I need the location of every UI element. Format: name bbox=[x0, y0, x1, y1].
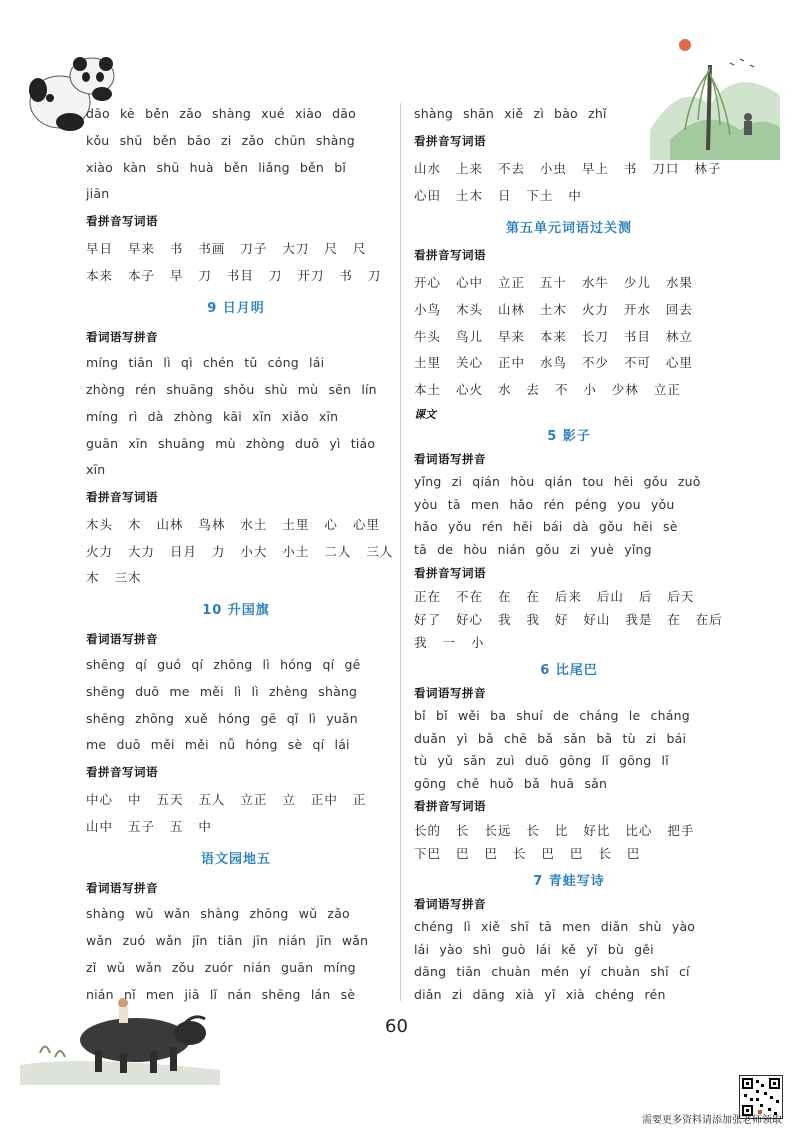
section-title: 5 影子 bbox=[547, 429, 591, 444]
section-title: 9 日月明 bbox=[207, 301, 265, 316]
subheading: 看拼音写词语 bbox=[414, 799, 486, 813]
panda-illustration bbox=[20, 50, 125, 140]
pinyin-line: chéng lì xiě shī tā men diǎn shù yào bbox=[414, 919, 696, 934]
pinyin-line: tù yǔ sǎn zuì duō gōng lǐ gōng lǐ bbox=[414, 753, 669, 768]
pinyin-line: míng tiān lì qì chén tǔ cóng lái bbox=[86, 355, 325, 370]
word-line: 木头 木 山林 鸟林 水土 土里 心 心里 bbox=[86, 517, 380, 532]
word-line: 早日 早来 书 书画 刀子 大刀 尺 尺 bbox=[86, 241, 367, 256]
word-line: 木 三木 bbox=[86, 570, 142, 585]
subheading: 看拼音写词语 bbox=[414, 134, 486, 148]
word-line: 心田 土木 日 下土 中 bbox=[414, 188, 582, 203]
pinyin-line: tā de hòu nián gǒu zi yuè yǐng bbox=[414, 542, 652, 557]
pinyin-line: wǎn zuó wǎn jīn tiān jīn nián jīn wǎn bbox=[86, 933, 369, 948]
kewen-label: 课文 bbox=[414, 408, 436, 421]
word-line: 正在 不在 在 在 后来 后山 后 后天 bbox=[414, 589, 695, 604]
pinyin-line: hǎo yǒu rén hēi bái dà gǒu hēi sè bbox=[414, 519, 678, 534]
word-line: 长的 长 长远 长 比 好比 比心 把手 bbox=[414, 823, 695, 838]
pinyin-line: shēng duō me měi lì lì zhèng shàng bbox=[86, 684, 358, 699]
subheading: 看词语写拼音 bbox=[86, 330, 158, 344]
pinyin-line: zǐ wǔ wǎn zǒu zuór nián guān míng bbox=[86, 960, 356, 975]
pinyin-line: shàng shān xiě zì bào zhǐ bbox=[414, 106, 607, 121]
word-line: 土里 关心 正中 水鸟 不少 不可 心里 bbox=[414, 355, 693, 370]
pinyin-line: bǐ bǐ wěi ba shuí de cháng le cháng bbox=[414, 708, 690, 723]
pinyin-line: kǒu shū běn bāo zi zǎo chūn shàng bbox=[86, 133, 355, 148]
section-title: 第五单元词语过关测 bbox=[505, 221, 632, 236]
pinyin-line: guān xīn shuāng mù zhòng duō yì tiáo bbox=[86, 436, 376, 451]
subheading: 看词语写拼音 bbox=[414, 686, 486, 700]
pinyin-line: xīn bbox=[86, 462, 106, 477]
pinyin-line: jiān bbox=[86, 186, 110, 201]
section-title: 语文园地五 bbox=[200, 852, 271, 867]
word-line: 山水 上来 不去 小虫 早上 书 刀口 林子 bbox=[414, 161, 722, 176]
section-title: 6 比尾巴 bbox=[540, 663, 598, 678]
subheading: 看拼音写词语 bbox=[414, 248, 486, 262]
pinyin-line: duǎn yì bǎ chē bǎ sǎn bǎ tù zi bái bbox=[414, 731, 687, 746]
pinyin-line: diǎn zi dāng xià yǐ xià chéng rén bbox=[414, 987, 666, 1002]
subheading: 看拼音写词语 bbox=[86, 765, 158, 779]
word-line: 本土 心火 水 去 不 小 少林 立正 bbox=[414, 382, 681, 397]
word-line: 开心 心中 立正 五十 水牛 少儿 水果 bbox=[414, 275, 693, 290]
pinyin-line: lái yào shì guò lái kě yǐ bù gěi bbox=[414, 942, 654, 957]
pinyin-line: yǐng zi qián hòu qián tou hēi gǒu zuǒ bbox=[414, 474, 701, 489]
subheading: 看词语写拼音 bbox=[86, 881, 158, 895]
pinyin-line: gōng chē huǒ bǎ huā sǎn bbox=[414, 776, 608, 791]
pinyin-line: nián nǐ men jiā lǐ nán shēng lán sè bbox=[86, 987, 356, 1002]
pinyin-line: míng rì dà zhòng kāi xīn xiǎo xīn bbox=[86, 409, 339, 424]
word-line: 中心 中 五天 五人 立正 立 正中 正 bbox=[86, 792, 367, 807]
word-line: 火力 大力 日月 力 小大 小土 二人 三人 bbox=[86, 544, 394, 559]
word-line: 本来 本子 早 刀 书目 刀 开刀 书 刀 bbox=[86, 268, 382, 283]
subheading: 看拼音写词语 bbox=[86, 214, 158, 228]
word-line: 山中 五子 五 中 bbox=[86, 819, 212, 834]
column-divider bbox=[400, 103, 401, 1001]
pinyin-line: me duō měi měi nǚ hóng sè qí lái bbox=[86, 737, 350, 752]
subheading: 看拼音写词语 bbox=[414, 566, 486, 580]
word-line: 我 一 小 bbox=[414, 635, 485, 650]
landscape-illustration bbox=[650, 35, 780, 160]
pinyin-line: shēng zhōng xuě hóng gē qǐ lì yuǎn bbox=[86, 711, 358, 726]
page-number: 60 bbox=[385, 1016, 408, 1037]
subheading: 看词语写拼音 bbox=[86, 632, 158, 646]
section-title: 7 青蛙写诗 bbox=[533, 874, 605, 889]
pinyin-line: xiào kàn shū huà běn liǎng běn bǐ bbox=[86, 160, 347, 175]
subheading: 看词语写拼音 bbox=[414, 452, 486, 466]
word-line: 牛头 鸟儿 早来 本来 长刀 书目 林立 bbox=[414, 329, 693, 344]
subheading: 看词语写拼音 bbox=[414, 897, 486, 911]
word-line: 小鸟 木头 山林 土木 火力 开水 回去 bbox=[414, 302, 693, 317]
section-title: 10 升国旗 bbox=[202, 603, 270, 618]
pinyin-line: zhòng rén shuāng shǒu shù mù sēn lín bbox=[86, 382, 377, 397]
pinyin-line: dāng tiān chuàn mén yí chuàn shī cí bbox=[414, 964, 690, 979]
pinyin-line: shàng wǔ wǎn shàng zhōng wǔ zǎo bbox=[86, 906, 350, 921]
pinyin-line: yòu tā men hǎo rén péng you yǒu bbox=[414, 497, 675, 512]
word-line: 下巴 巴 巴 长 巴 巴 长 巴 bbox=[414, 846, 641, 861]
footer-note: 需要更多资料请添加张老师领取 bbox=[642, 1115, 782, 1126]
pinyin-line: shēng qí guó qí zhōng lì hóng qí gē bbox=[86, 657, 361, 672]
subheading: 看拼音写词语 bbox=[86, 490, 158, 504]
word-line: 好了 好心 我 我 好 好山 我是 在 在后 bbox=[414, 612, 723, 627]
pinyin-line: dāo kè běn zǎo shàng xué xiào dāo bbox=[86, 106, 356, 121]
